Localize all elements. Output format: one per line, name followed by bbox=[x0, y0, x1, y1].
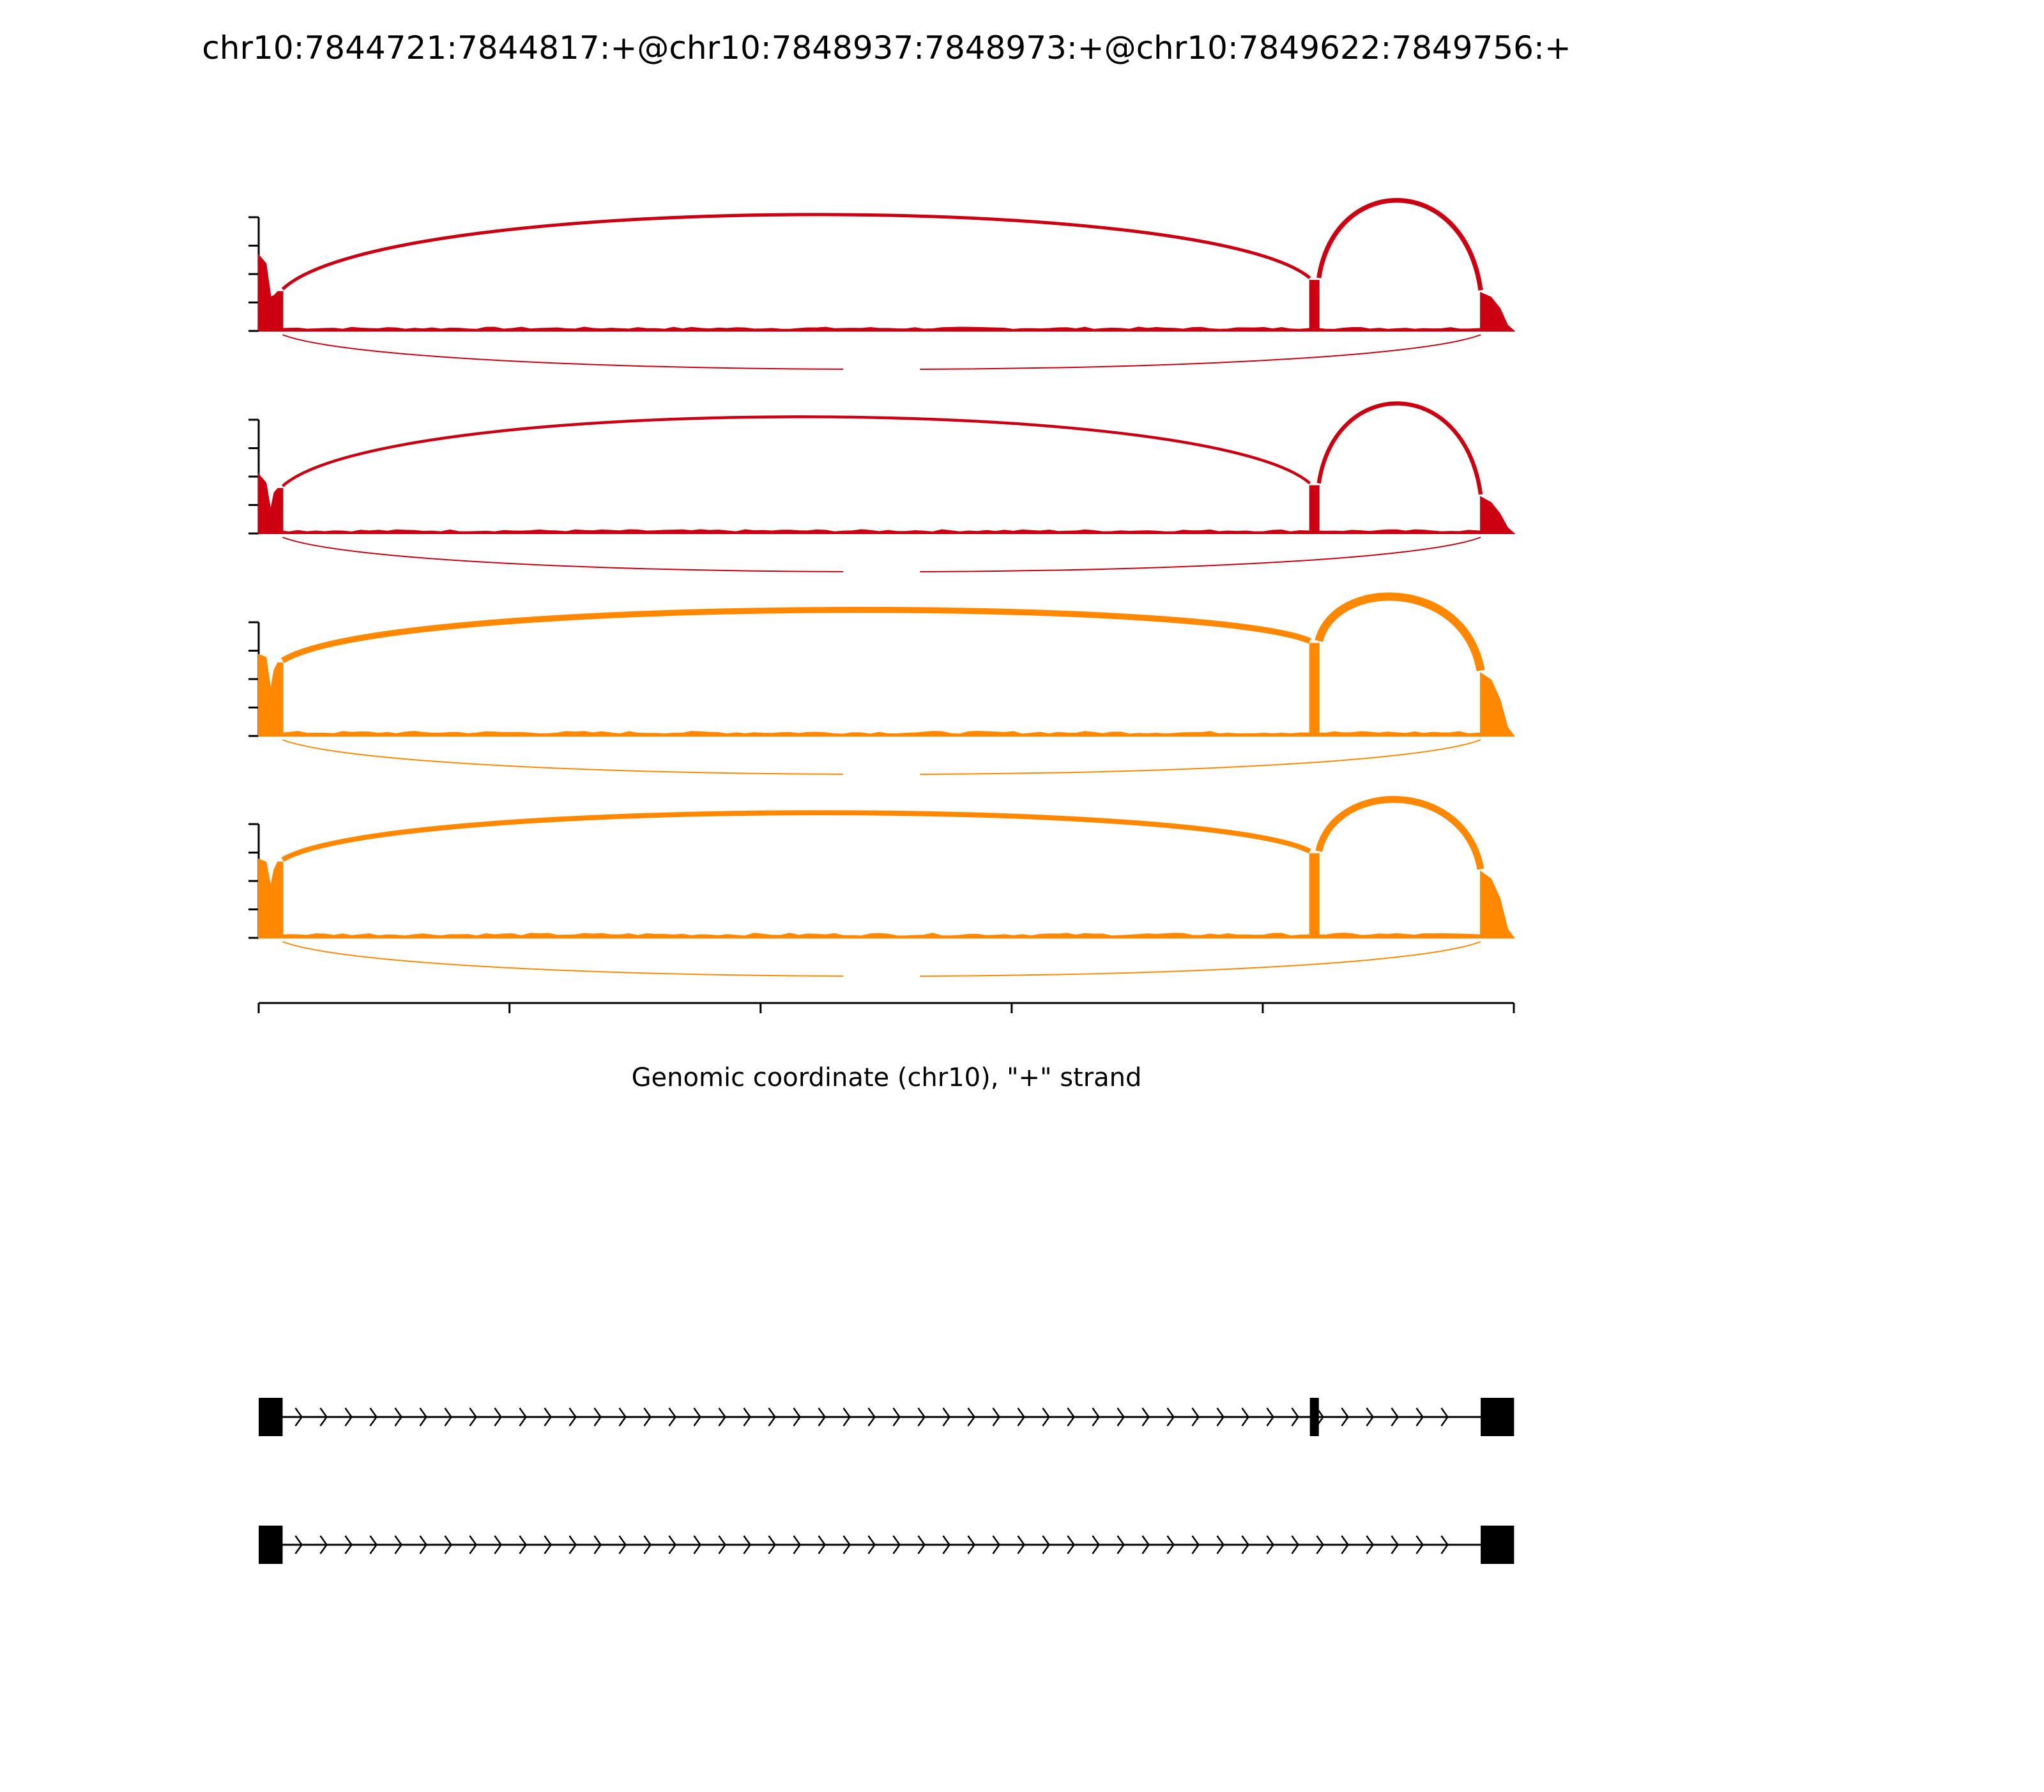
coverage-area bbox=[259, 475, 1514, 533]
exon-block bbox=[259, 1526, 282, 1564]
junction-label-bg bbox=[1361, 422, 1438, 447]
junction-label-bg bbox=[843, 754, 920, 779]
junction-label-bg bbox=[758, 647, 835, 672]
exon-block bbox=[1481, 1526, 1514, 1564]
junction-label-bg bbox=[758, 848, 835, 874]
junction-label-bg bbox=[758, 444, 835, 470]
junction-label-bg bbox=[1361, 219, 1438, 245]
coverage-area bbox=[259, 854, 1514, 938]
isoform-track bbox=[259, 1526, 1514, 1564]
coverage-tracks bbox=[248, 201, 1514, 981]
coverage-track bbox=[248, 597, 1514, 779]
coverage-area bbox=[259, 256, 1514, 331]
coverage-track bbox=[248, 403, 1514, 577]
junction-label-bg bbox=[1361, 826, 1438, 852]
exon-block bbox=[1310, 1398, 1319, 1436]
isoform-structures bbox=[259, 1398, 1514, 1564]
isoform-track bbox=[259, 1398, 1514, 1436]
chart-title: chr10:7844721:7844817:+@chr10:7848937:7848973:+@chr10:7849622:7849756:+ bbox=[202, 29, 1571, 66]
exon-block bbox=[259, 1398, 282, 1436]
coverage-track bbox=[248, 799, 1514, 981]
coverage-track bbox=[248, 201, 1514, 374]
junction-label-bg bbox=[843, 349, 920, 374]
junction-label-bg bbox=[843, 956, 920, 981]
exon-block bbox=[1481, 1398, 1514, 1436]
junction-label-bg bbox=[758, 241, 835, 267]
junction-arc bbox=[1319, 403, 1481, 494]
junction-arc bbox=[1319, 201, 1481, 291]
junction-label-bg bbox=[1361, 624, 1438, 650]
x-axis-label: Genomic coordinate (chr10), "+" strand bbox=[631, 1063, 1142, 1092]
coverage-area bbox=[259, 643, 1514, 736]
x-axis bbox=[259, 1003, 1514, 1013]
junction-label-bg bbox=[843, 551, 920, 577]
